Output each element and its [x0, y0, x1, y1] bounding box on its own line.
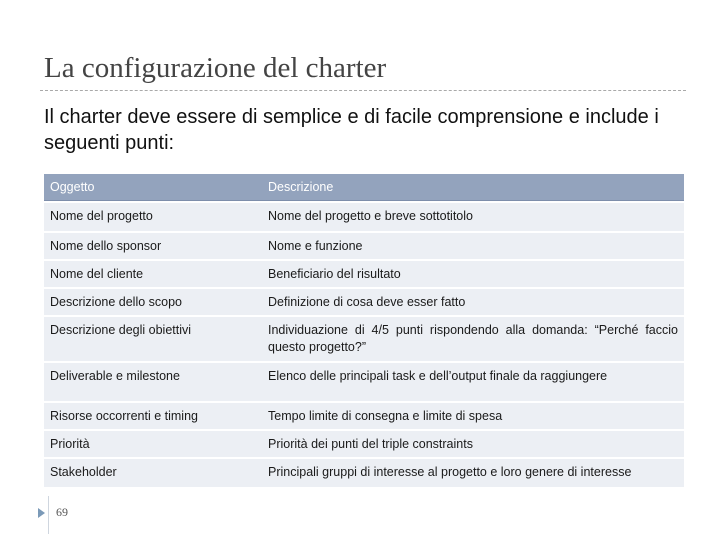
row-description: Individuazione di 4/5 punti rispondendo alla domanda: “Perché faccio questo progetto?”: [262, 317, 684, 361]
row-item: Risorse occorrenti e timing: [44, 403, 262, 429]
table-row: [44, 317, 684, 361]
row-description: Principali gruppi di interesse al progetto e loro genere di interesse: [262, 459, 684, 487]
intro-text: Il charter deve essere di semplice e di facile comprensione e include i seguenti punti:: [44, 106, 659, 154]
page-number: 69: [56, 505, 68, 519]
title-divider: [40, 90, 686, 91]
row-item: Descrizione dello scopo: [44, 289, 262, 315]
header-oggetto: Oggetto: [44, 174, 262, 201]
row-item: Nome del cliente: [44, 261, 262, 287]
row-item: Deliverable e milestone: [44, 363, 262, 401]
table-row: [44, 363, 684, 401]
row-description: Nome del progetto e breve sottotitolo: [262, 203, 684, 231]
row-item: Nome dello sponsor: [44, 233, 262, 259]
table-row: [44, 203, 684, 231]
row-item: Stakeholder: [44, 459, 262, 487]
row-description: Elenco delle principali task e dell’output finale da raggiungere: [262, 363, 684, 401]
row-description: Priorità dei punti del triple constraints: [262, 431, 684, 457]
row-description: Tempo limite di consegna e limite di spesa: [262, 403, 684, 429]
row-item: Nome del progetto: [44, 203, 262, 231]
row-item: Priorità: [44, 431, 262, 457]
table-row: [44, 261, 684, 287]
table-row: [44, 431, 684, 457]
page-marker-icon: [38, 508, 45, 518]
slide-title: La configurazione del charter: [44, 52, 387, 84]
row-item: Descrizione degli obiettivi: [44, 317, 262, 361]
row-description: Nome e funzione: [262, 233, 684, 259]
row-description: Definizione di cosa deve esser fatto: [262, 289, 684, 315]
table-row: [44, 289, 684, 315]
table-row: [44, 403, 684, 429]
table-row: [44, 459, 684, 487]
row-description: Beneficiario del risultato: [262, 261, 684, 287]
footer-divider: [48, 496, 49, 534]
header-descrizione: Descrizione: [262, 174, 684, 201]
table-header-row: [44, 174, 684, 201]
charter-table: [44, 172, 684, 489]
table-row: [44, 233, 684, 259]
